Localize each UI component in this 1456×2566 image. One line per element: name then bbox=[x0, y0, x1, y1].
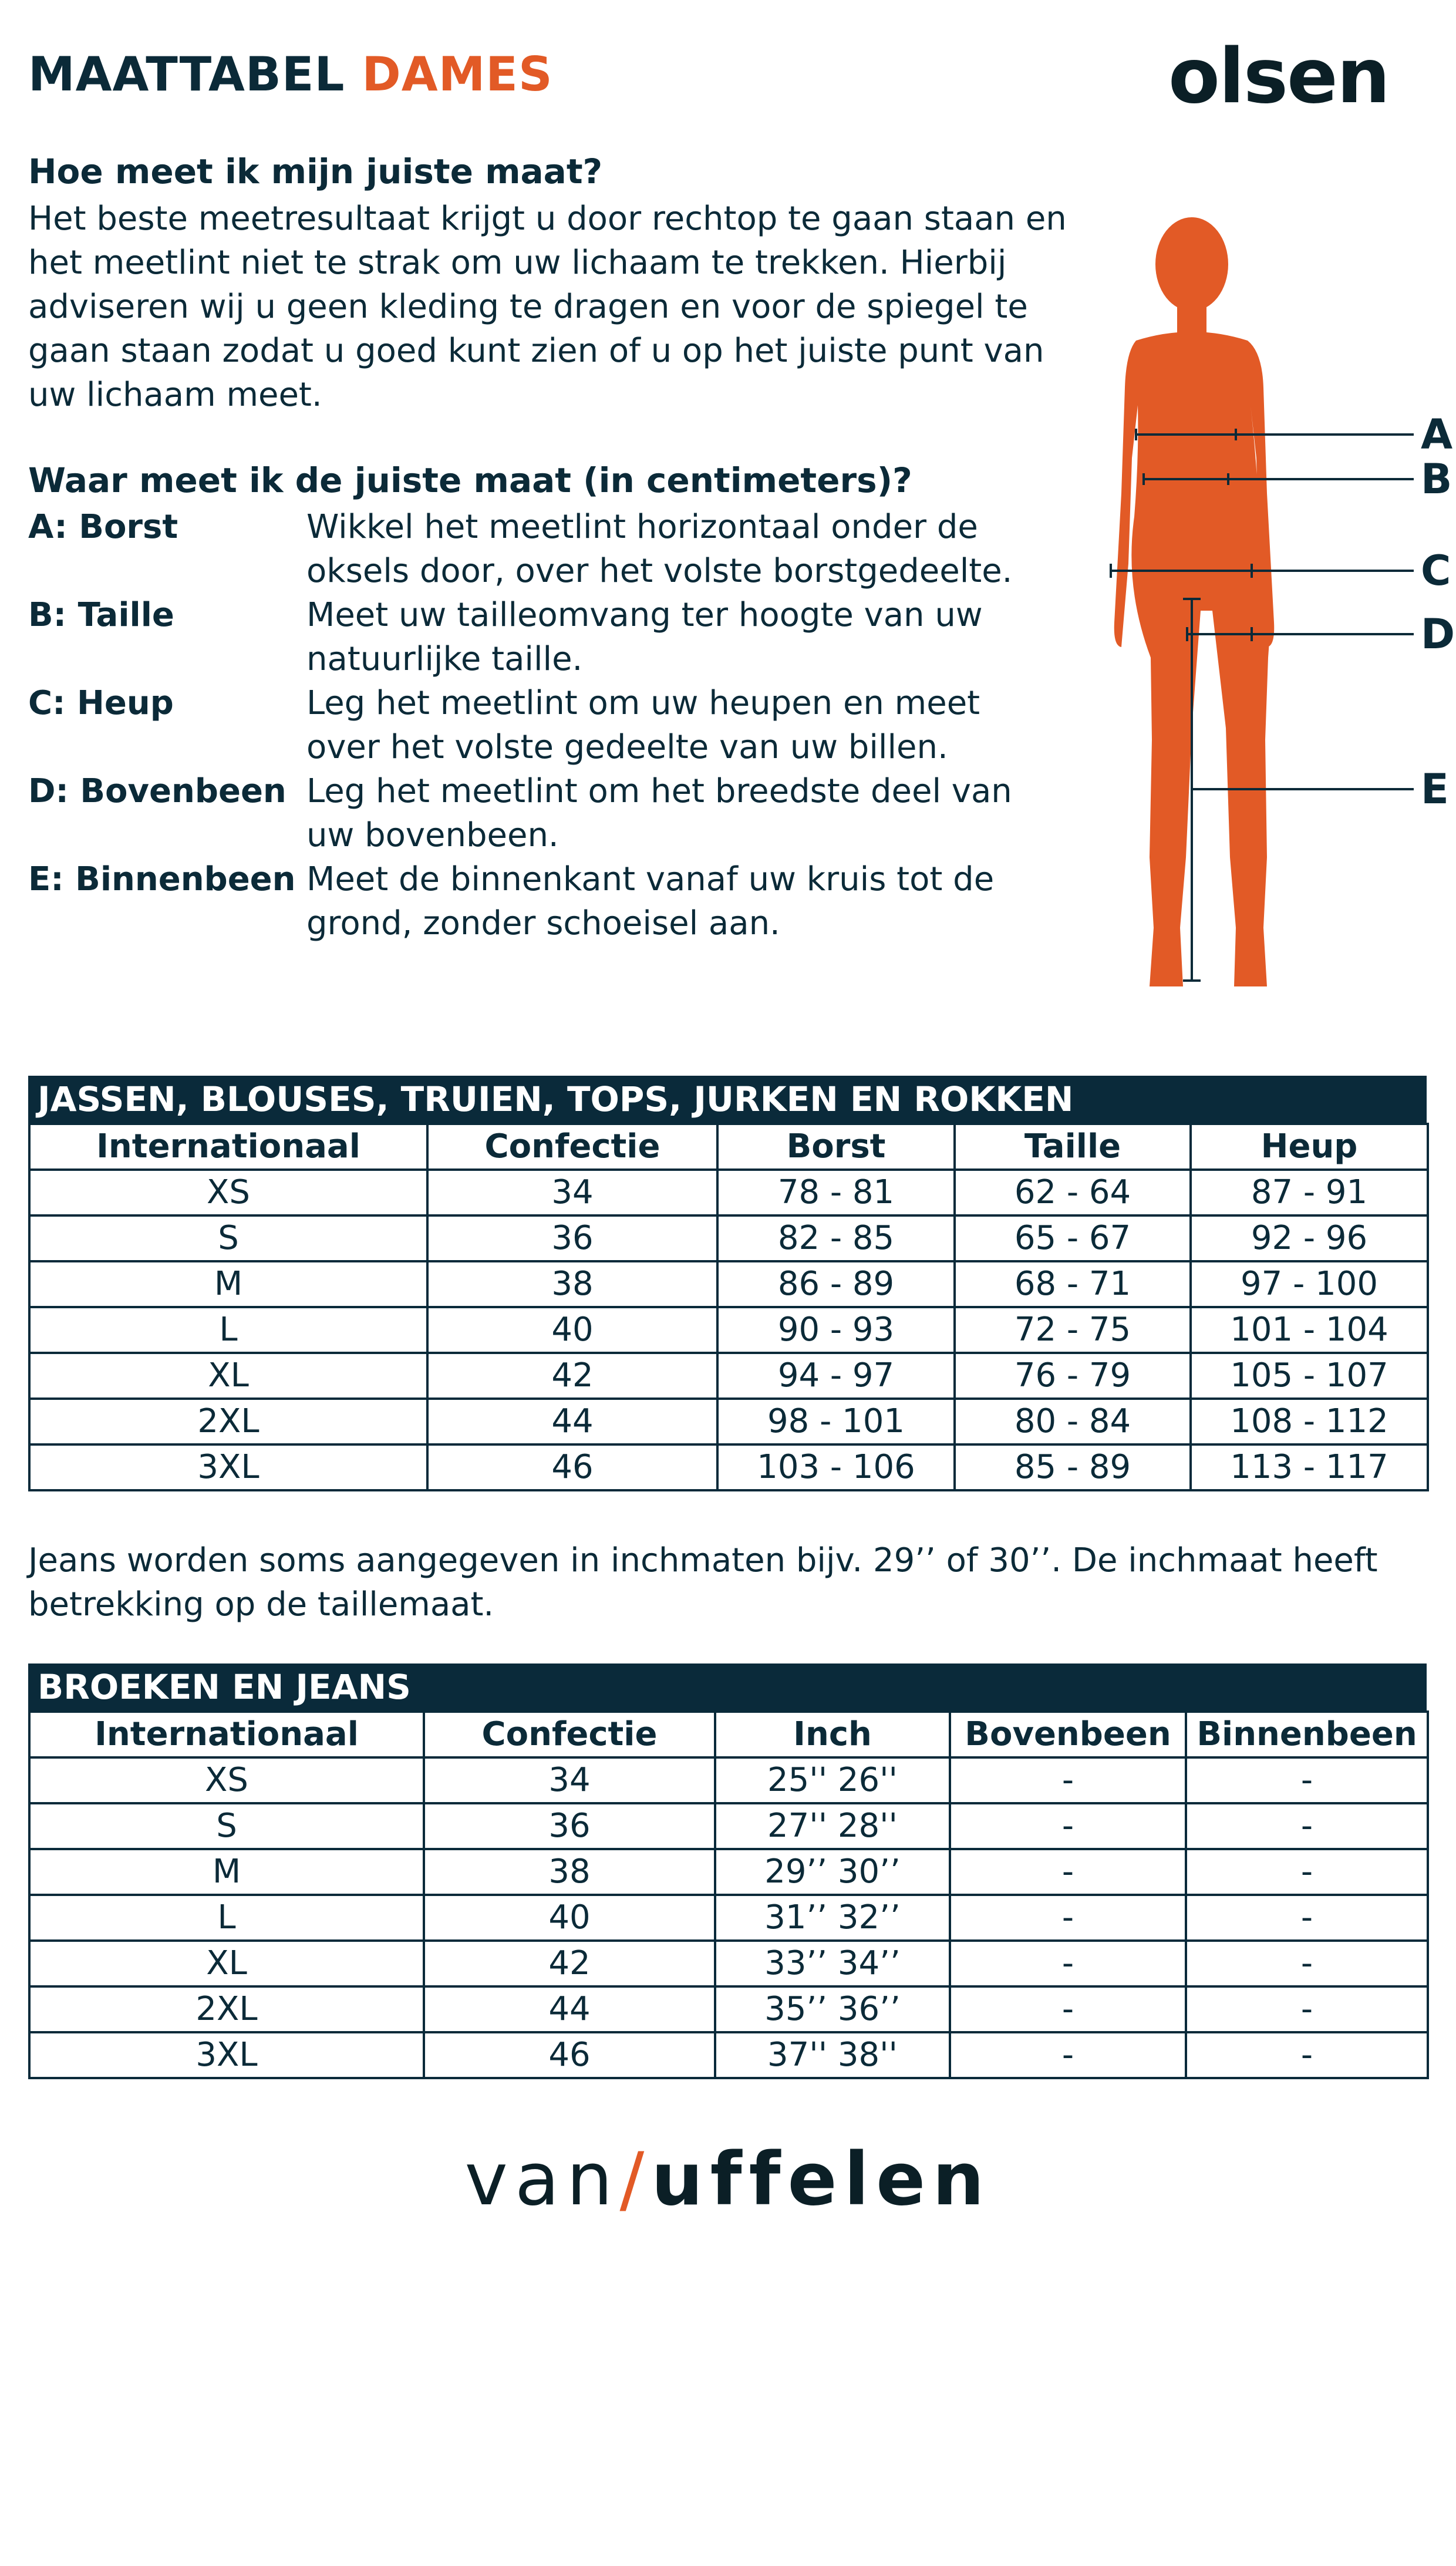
measure-item bbox=[28, 505, 1038, 593]
measure-term: B: Taille bbox=[28, 596, 174, 634]
body-silhouette-icon bbox=[1114, 217, 1275, 986]
cell: 44 bbox=[424, 1986, 715, 2032]
cell: 65 - 67 bbox=[955, 1215, 1191, 1261]
cell: 40 bbox=[424, 1895, 715, 1941]
col-header: Binnenbeen bbox=[1186, 1712, 1428, 1757]
table-row bbox=[29, 2032, 1428, 2078]
cell: 85 - 89 bbox=[955, 1444, 1191, 1490]
cell: - bbox=[950, 1941, 1186, 1986]
table-row bbox=[29, 1895, 1428, 1941]
label-b: B bbox=[1421, 455, 1452, 503]
cell: 98 - 101 bbox=[717, 1399, 955, 1444]
table-title: JASSEN, BLOUSES, TRUIEN, TOPS, JURKEN EN ROKKEN bbox=[28, 1076, 1427, 1123]
cell: - bbox=[950, 1757, 1186, 1803]
measure-term: A: Borst bbox=[28, 508, 178, 546]
cell: 101 - 104 bbox=[1191, 1307, 1428, 1353]
title-main: MAATTABEL bbox=[28, 47, 345, 102]
cell: - bbox=[950, 2032, 1186, 2078]
col-header: Heup bbox=[1191, 1124, 1428, 1170]
cell: 46 bbox=[424, 2032, 715, 2078]
col-header: Borst bbox=[717, 1124, 955, 1170]
measure-term: D: Bovenbeen bbox=[28, 772, 287, 810]
footer-logo-slash: / bbox=[619, 2137, 652, 2222]
cell: 33’’ 34’’ bbox=[715, 1941, 950, 1986]
measure-item bbox=[28, 769, 1038, 857]
cell: - bbox=[1186, 1757, 1428, 1803]
col-header: Confectie bbox=[424, 1712, 715, 1757]
table-row bbox=[29, 1261, 1428, 1307]
footer-logo-part2: uffelen bbox=[651, 2137, 992, 2222]
cell: 34 bbox=[424, 1757, 715, 1803]
footer-logo-part1: van bbox=[464, 2137, 620, 2222]
cell: - bbox=[950, 1803, 1186, 1849]
table-row bbox=[29, 1803, 1428, 1849]
cell: 2XL bbox=[29, 1399, 427, 1444]
col-header: Taille bbox=[955, 1124, 1191, 1170]
cell: 25'' 26'' bbox=[715, 1757, 950, 1803]
cell: - bbox=[1186, 1986, 1428, 2032]
cell: 40 bbox=[427, 1307, 717, 1353]
cell: S bbox=[29, 1215, 427, 1261]
cell: - bbox=[1186, 1941, 1428, 1986]
cell: 103 - 106 bbox=[717, 1444, 955, 1490]
table-row bbox=[29, 1170, 1428, 1215]
cell: 35’’ 36’’ bbox=[715, 1986, 950, 2032]
table-row bbox=[29, 1307, 1428, 1353]
cell: XL bbox=[29, 1353, 427, 1399]
cell: 37'' 38'' bbox=[715, 2032, 950, 2078]
table-row bbox=[29, 1444, 1428, 1490]
cell: 62 - 64 bbox=[955, 1170, 1191, 1215]
col-header: Bovenbeen bbox=[950, 1712, 1186, 1757]
cell: 80 - 84 bbox=[955, 1399, 1191, 1444]
cell: - bbox=[1186, 2032, 1428, 2078]
table-row bbox=[29, 1941, 1428, 1986]
cell: 90 - 93 bbox=[717, 1307, 955, 1353]
measure-question: Waar meet ik de juiste maat (in centimeters)? bbox=[28, 460, 912, 500]
table-row bbox=[29, 1849, 1428, 1895]
table-row bbox=[29, 1399, 1428, 1444]
cell: - bbox=[1186, 1895, 1428, 1941]
cell: M bbox=[29, 1849, 424, 1895]
measure-desc: Meet de binnenkant vanaf uw kruis tot de grond, zonder schoeisel aan. bbox=[306, 860, 995, 942]
footer-logo bbox=[0, 2137, 1456, 2222]
measure-desc: Wikkel het meetlint horizontaal onder de oksels door, over het volste borstgedeelte. bbox=[306, 508, 1013, 590]
cell: 42 bbox=[427, 1353, 717, 1399]
cell: 42 bbox=[424, 1941, 715, 1986]
cell: 36 bbox=[427, 1215, 717, 1261]
cell: - bbox=[1186, 1803, 1428, 1849]
intro-question: Hoe meet ik mijn juiste maat? bbox=[28, 151, 603, 191]
cell: 36 bbox=[424, 1803, 715, 1849]
size-grid bbox=[28, 1710, 1429, 2079]
col-header: Inch bbox=[715, 1712, 950, 1757]
cell: 82 - 85 bbox=[717, 1215, 955, 1261]
col-header: Internationaal bbox=[29, 1712, 424, 1757]
table-row bbox=[29, 1986, 1428, 2032]
cell: 105 - 107 bbox=[1191, 1353, 1428, 1399]
measure-term: E: Binnenbeen bbox=[28, 860, 296, 898]
cell: 108 - 112 bbox=[1191, 1399, 1428, 1444]
cell: 87 - 91 bbox=[1191, 1170, 1428, 1215]
cell: 31’’ 32’’ bbox=[715, 1895, 950, 1941]
cell: 27'' 28'' bbox=[715, 1803, 950, 1849]
size-table-tops bbox=[28, 1076, 1427, 1491]
label-c: C bbox=[1421, 547, 1451, 595]
measure-item bbox=[28, 593, 1038, 681]
col-header: Confectie bbox=[427, 1124, 717, 1170]
cell: 46 bbox=[427, 1444, 717, 1490]
cell: 78 - 81 bbox=[717, 1170, 955, 1215]
cell: - bbox=[950, 1986, 1186, 2032]
table-row bbox=[29, 1215, 1428, 1261]
table-row bbox=[29, 1353, 1428, 1399]
cell: 76 - 79 bbox=[955, 1353, 1191, 1399]
body-figure bbox=[1080, 211, 1456, 998]
measure-desc: Leg het meetlint om het breedste deel van uw bovenbeen. bbox=[306, 772, 1012, 854]
cell: 29’’ 30’’ bbox=[715, 1849, 950, 1895]
label-e: E bbox=[1421, 765, 1449, 813]
cell: XL bbox=[29, 1941, 424, 1986]
cell: 94 - 97 bbox=[717, 1353, 955, 1399]
cell: 3XL bbox=[29, 1444, 427, 1490]
cell: M bbox=[29, 1261, 427, 1307]
header-row bbox=[29, 1124, 1428, 1170]
intro-text: Het beste meetresultaat krijgt u door rechtop te gaan staan en het meetlint niet te strak om uw lichaam te trekken. Hierbij adviseren wij u geen kleding te dragen en voor de spiegel te gaan staan zodat u goed kunt zien of u op het juiste punt van uw lichaam meet. bbox=[28, 200, 1067, 414]
cell: L bbox=[29, 1895, 424, 1941]
table-title: BROEKEN EN JEANS bbox=[28, 1663, 1427, 1710]
page-title bbox=[28, 47, 553, 102]
label-d: D bbox=[1421, 610, 1455, 658]
table-row bbox=[29, 1757, 1428, 1803]
cell: S bbox=[29, 1803, 424, 1849]
header-row bbox=[29, 1712, 1428, 1757]
title-accent: DAMES bbox=[362, 47, 553, 102]
cell: L bbox=[29, 1307, 427, 1353]
size-grid bbox=[28, 1123, 1429, 1491]
cell: - bbox=[950, 1849, 1186, 1895]
cell: 3XL bbox=[29, 2032, 424, 2078]
col-header: Internationaal bbox=[29, 1124, 427, 1170]
cell: 92 - 96 bbox=[1191, 1215, 1428, 1261]
label-a: A bbox=[1421, 410, 1453, 459]
cell: - bbox=[1186, 1849, 1428, 1895]
cell: 2XL bbox=[29, 1986, 424, 2032]
cell: 113 - 117 bbox=[1191, 1444, 1428, 1490]
measure-item bbox=[28, 857, 1038, 945]
cell: 44 bbox=[427, 1399, 717, 1444]
cell: 38 bbox=[424, 1849, 715, 1895]
cell: 97 - 100 bbox=[1191, 1261, 1428, 1307]
jeans-note: Jeans worden soms aangegeven in inchmaten bijv. 29’’ of 30’’. De inchmaat heeft betrekking op de taillemaat. bbox=[28, 1541, 1378, 1624]
cell: XS bbox=[29, 1757, 424, 1803]
measure-item bbox=[28, 681, 1038, 769]
cell: 86 - 89 bbox=[717, 1261, 955, 1307]
size-table-trousers bbox=[28, 1663, 1427, 2079]
measure-desc: Meet uw tailleomvang ter hoogte van uw natuurlijke taille. bbox=[306, 596, 983, 678]
measure-desc: Leg het meetlint om uw heupen en meet over het volste gedeelte van uw billen. bbox=[306, 684, 980, 766]
measure-term: C: Heup bbox=[28, 684, 174, 722]
brand-logo: olsen bbox=[1168, 33, 1389, 120]
cell: 34 bbox=[427, 1170, 717, 1215]
cell: XS bbox=[29, 1170, 427, 1215]
cell: 68 - 71 bbox=[955, 1261, 1191, 1307]
cell: 72 - 75 bbox=[955, 1307, 1191, 1353]
cell: - bbox=[950, 1895, 1186, 1941]
cell: 38 bbox=[427, 1261, 717, 1307]
measure-list bbox=[28, 505, 1038, 945]
